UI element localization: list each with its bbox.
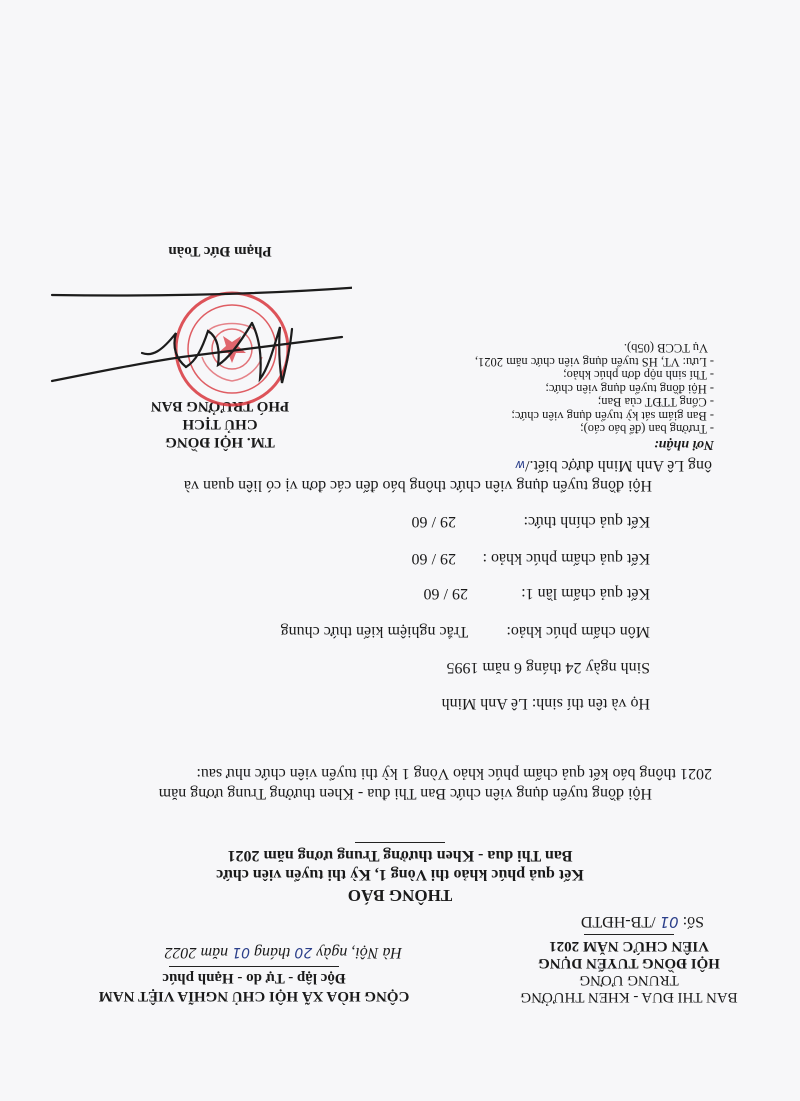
- intro-paragraph: [52, 763, 712, 803]
- signature-title-line1: TM. HỘI ĐỒNG: [165, 434, 275, 450]
- date-month-label: tháng: [253, 944, 291, 961]
- recipient-item: - Lưu: VT, HS tuyển dụng viên chức năm 2021,: [474, 355, 714, 369]
- document-number: [581, 912, 704, 931]
- final-score-value: 29 / 60: [411, 513, 456, 530]
- recipients-header: Nơi nhận:: [653, 437, 714, 452]
- review-score-row: [412, 549, 650, 567]
- closing-paragraph: [52, 455, 712, 495]
- number-handwritten: 01: [659, 913, 679, 931]
- date-year: năm 2022: [164, 944, 229, 961]
- number-suffix: /TB-HĐTD: [580, 913, 656, 930]
- closing-line2: ông Lê Anh Minh được biết./: [525, 457, 712, 474]
- national-heading: [44, 966, 464, 1005]
- signature-title-line2: CHỦ TỊCH: [182, 416, 258, 432]
- org-name-line2: TRUNG ƯƠNG: [579, 972, 679, 988]
- closing-initial-mark: w: [515, 458, 526, 472]
- date-month: 01: [232, 944, 250, 960]
- number-prefix: Số:: [682, 913, 704, 930]
- intro-line1: Hội đồng tuyển dụng viên chức Ban Thi đua - Khen thưởng Trung ương năm: [158, 785, 652, 802]
- date-prefix: Hà Nội, ngày: [316, 944, 402, 961]
- council-name-line2: VIÊN CHỨC NĂM 2021: [549, 938, 709, 954]
- notice-title-block: [120, 842, 680, 905]
- notice-title: THÔNG BÁO: [347, 886, 453, 905]
- review-subject-value: Trắc nghiệm kiến thức chung: [280, 623, 469, 640]
- first-score-value: 29 / 60: [423, 585, 468, 602]
- issuing-organization: [484, 934, 774, 1005]
- closing-line2-wrap: [52, 455, 712, 475]
- recipient-item: - Ban giám sát kỳ tuyển dụng viên chức;: [511, 409, 714, 423]
- red-seal-icon: [176, 293, 288, 405]
- org-name-line1: BAN THI ĐUA - KHEN THƯỞNG: [520, 989, 738, 1005]
- signature-and-seal: [42, 259, 352, 409]
- national-motto: Độc lập - Tự do - Hạnh phúc: [162, 970, 346, 986]
- recipient-item: - Trưởng ban (để báo cáo);: [580, 422, 714, 437]
- review-subject-label: Môn chấm phúc khảo:: [506, 623, 650, 640]
- candidate-name-label: Họ và tên thí sinh:: [531, 695, 650, 712]
- header-divider-right: [169, 966, 339, 967]
- recipient-item: - Cổng TTĐT của Ban;: [597, 395, 714, 410]
- header-divider-left: [584, 934, 674, 935]
- review-subject-row: [281, 622, 650, 640]
- closing-line1: Hội đồng tuyển dụng viên chức thông báo đến các đơn vị có liên quan và: [183, 477, 652, 494]
- candidate-dob: Sinh ngày 24 tháng 6 năm 1995: [446, 659, 650, 676]
- recipient-item: Vụ TCCB (05b).: [623, 341, 708, 356]
- document-date: [165, 943, 402, 961]
- notice-subtitle-line1: Kết quả phúc khảo thi Vòng 1, Kỳ thi tuyển viên chức: [216, 866, 584, 883]
- final-score-row: [412, 512, 650, 530]
- nation-name: CỘNG HÒA XÃ HỘI CHỦ NGHĨA VIỆT NAM: [98, 988, 410, 1004]
- recipients-block: [384, 341, 714, 451]
- first-score-row: [424, 584, 650, 602]
- final-score-label: Kết quả chính thức:: [523, 513, 650, 530]
- date-day: 20: [294, 944, 313, 960]
- candidate-name-row: [442, 694, 650, 712]
- council-name-line1: HỘI ĐỒNG TUYỂN DỤNG: [538, 955, 720, 971]
- signer-name: Phạm Đức Toàn: [168, 243, 272, 259]
- first-score-label: Kết quả chấm lần 1:: [521, 585, 650, 602]
- signature-title-line3: PHÓ TRƯỞNG BAN: [150, 398, 290, 414]
- recipient-item: - Thí sinh nộp đơn phúc khảo;: [563, 368, 714, 383]
- review-score-value: 29 / 60: [411, 550, 456, 567]
- recipient-item: - Hội đồng tuyển dụng viên chức;: [545, 382, 714, 396]
- review-score-label: Kết quả chấm phúc khảo :: [482, 550, 650, 567]
- notice-subtitle-line2: Ban Thi đua - Khen thưởng Trung ương năm 2021: [227, 847, 573, 864]
- intro-line2: 2021 thông báo kết quả chấm phúc khảo Vòng 1 kỳ thi tuyển viên chức như sau:: [196, 765, 712, 782]
- candidate-name-value: Lê Anh Minh: [441, 695, 528, 712]
- title-divider: [355, 842, 445, 843]
